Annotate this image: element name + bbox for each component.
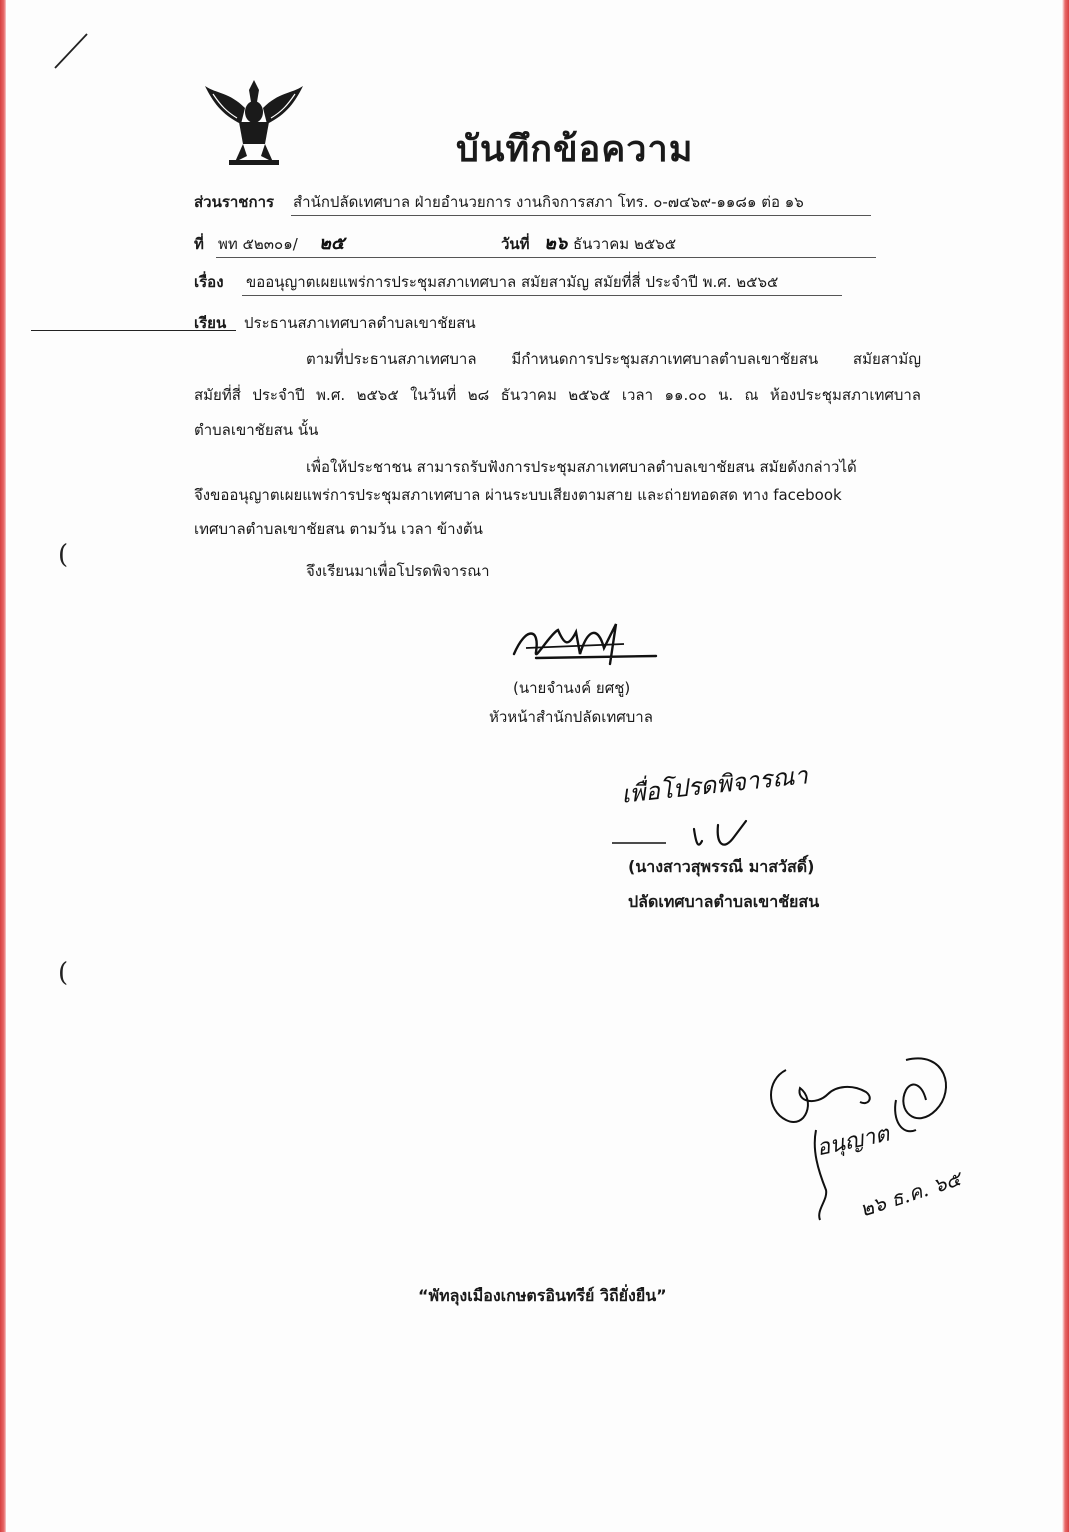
subject-underline <box>242 295 842 296</box>
body-paragraph-2-line-3: เทศบาลตำบลเขาชัยสน ตามวัน เวลา ข้างต้น <box>194 520 483 538</box>
ref-handwritten-number: ๒๕ <box>319 233 345 254</box>
hole-punch-mark-2: ( <box>58 958 69 988</box>
closing-line: จึงเรียนมาเพื่อโปรดพิจารณา <box>306 562 490 580</box>
ref-label: ที่ <box>194 235 204 253</box>
signature-2-position: ปลัดเทศบาลตำบลเขาชัยสน <box>628 892 820 911</box>
body-paragraph-1-line-1: ตามที่ประธานสภาเทศบาล มีกำหนดการประชุมสภาเทศบาลตำบลเขาชัยสน สมัยสามัญ <box>306 350 921 368</box>
agency-underline <box>291 215 871 216</box>
signature-1-handwriting-icon <box>506 618 666 674</box>
signature-2-handwritten-note: เพื่อโปรดพิจารณา <box>620 761 810 809</box>
signature-1-position: หัวหน้าสำนักปลัดเทศบาล <box>489 708 653 726</box>
agency-value: สำนักปลัดเทศบาล ฝ่ายอำนวยการ งานกิจการสภา โทร. ๐-๗๔๖๙-๑๑๘๑ ต่อ ๑๖ <box>293 193 804 211</box>
body-paragraph-2-line-2: จึงขออนุญาตเผยแพร่การประชุมสภาเทศบาล ผ่านระบบเสียงตามสาย และถ่ายทอดสด ทาง facebook <box>194 486 842 504</box>
approval-date: ๒๖ ธ.ค. ๖๕ <box>856 1166 964 1222</box>
signature-2-name: (นางสาวสุพรรณี มาสวัสดิ์) <box>628 857 815 876</box>
agency-label: ส่วนราชการ <box>194 193 275 211</box>
approval-note: อนุญาต <box>814 1121 892 1162</box>
subject-label: เรื่อง <box>194 273 224 291</box>
ref-date-underline <box>216 257 876 258</box>
date-label: วันที่ <box>501 235 530 253</box>
body-paragraph-1-line-2: สมัยที่สี่ ประจำปี พ.ศ. ๒๕๖๕ ในวันที่ ๒๘ ธันวาคม ๒๕๖๕ เวลา ๑๑.๐๐ น. ณ ห้องประชุมสภาเทศบาล <box>194 386 921 404</box>
date-value: ธันวาคม ๒๕๖๕ <box>573 235 677 253</box>
garuda-emblem-icon <box>199 72 309 172</box>
body-paragraph-1-line-3: ตำบลเขาชัยสน นั้น <box>194 421 319 439</box>
hole-punch-mark-1: ( <box>58 540 69 570</box>
pen-mark-slash <box>51 30 91 72</box>
document-title: บันทึกข้อความ <box>456 129 694 170</box>
ref-value: พท ๕๒๓๐๑/ <box>218 235 298 253</box>
date-handwritten-day: ๒๖ <box>544 233 568 254</box>
body-paragraph-2-line-1: เพื่อให้ประชาชน สามารถรับฟังการประชุมสภาเทศบาลตำบลเขาชัยสน สมัยดังกล่าวได้ <box>306 458 857 476</box>
paper-sheet <box>6 0 1062 1532</box>
signature-1-name: (นายจำนงค์ ยศชู) <box>513 679 631 697</box>
footer-slogan: “พัทลุงเมืองเกษตรอินทรีย์ วิถียั่งยืน” <box>418 1286 667 1305</box>
subject-value: ขออนุญาตเผยแพร่การประชุมสภาเทศบาล สมัยสามัญ สมัยที่สี่ ประจำปี พ.ศ. ๒๕๖๕ <box>246 273 779 291</box>
to-value: ประธานสภาเทศบาลตำบลเขาชัยสน <box>244 314 476 332</box>
to-label: เรียน <box>194 314 227 332</box>
